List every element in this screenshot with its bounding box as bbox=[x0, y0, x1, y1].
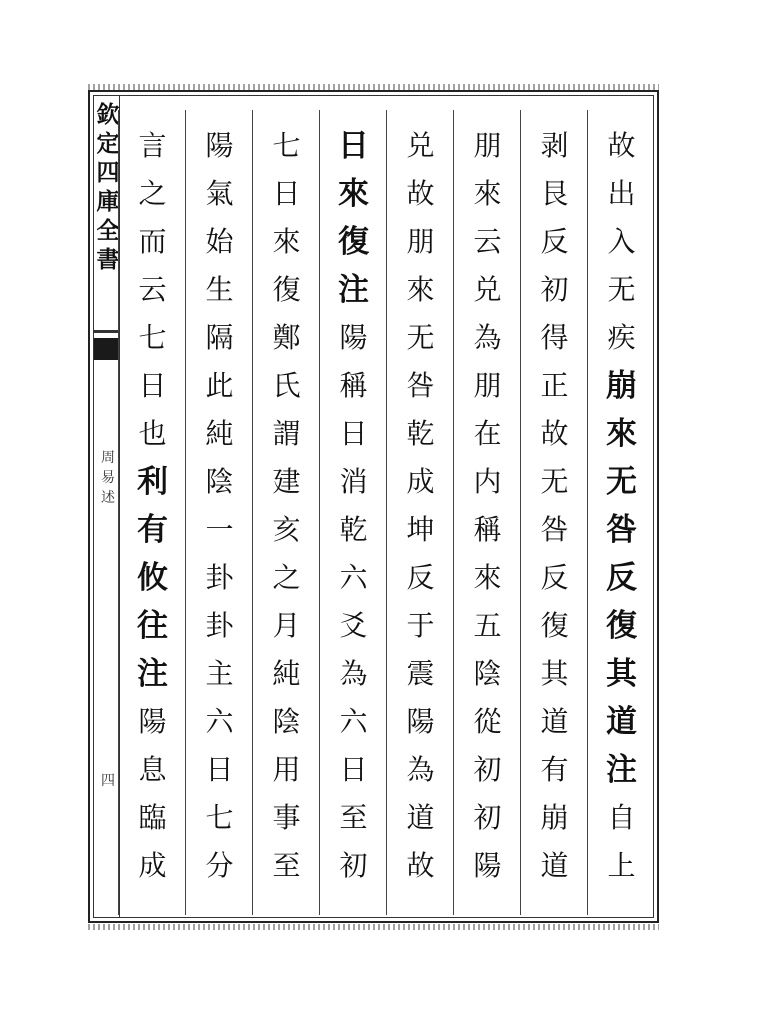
book-name-char: 易 bbox=[101, 470, 115, 486]
text-column-5 bbox=[319, 110, 386, 915]
commentary-char: 成 bbox=[406, 465, 435, 498]
commentary-char: 无 bbox=[540, 465, 569, 498]
commentary-char: 事 bbox=[272, 801, 301, 834]
commentary-char: 為 bbox=[406, 753, 435, 786]
commentary-char: 剥 bbox=[540, 129, 569, 162]
commentary-char: 六 bbox=[205, 705, 234, 738]
commentary-char: 陰 bbox=[205, 465, 234, 498]
text-column-1 bbox=[587, 110, 654, 915]
commentary-char: 正 bbox=[540, 369, 569, 402]
commentary-char: 坤 bbox=[406, 513, 435, 546]
text-column-4 bbox=[386, 110, 453, 915]
commentary-char: 其 bbox=[540, 657, 569, 690]
commentary-char: 而 bbox=[138, 225, 167, 258]
text-column-3 bbox=[453, 110, 520, 915]
commentary-char: 日 bbox=[339, 417, 368, 450]
main-text-char: 利 bbox=[137, 464, 168, 500]
commentary-char: 從 bbox=[473, 705, 502, 738]
commentary-char: 于 bbox=[406, 609, 435, 642]
commentary-char: 自 bbox=[607, 801, 636, 834]
commentary-char: 五 bbox=[473, 609, 502, 642]
commentary-char: 消 bbox=[339, 465, 368, 498]
commentary-char: 卦 bbox=[205, 609, 234, 642]
commentary-char: 故 bbox=[406, 177, 435, 210]
commentary-char: 咎 bbox=[540, 513, 569, 546]
gutter-title-char: 書 bbox=[96, 246, 120, 273]
commentary-char: 純 bbox=[205, 417, 234, 450]
commentary-char: 鄭 bbox=[272, 321, 301, 354]
main-text-char: 注 bbox=[338, 272, 369, 308]
commentary-char: 在 bbox=[473, 417, 502, 450]
commentary-char: 云 bbox=[138, 273, 167, 306]
commentary-char: 復 bbox=[540, 609, 569, 642]
main-text-char: 來 bbox=[606, 416, 637, 452]
commentary-char: 六 bbox=[339, 561, 368, 594]
commentary-char: 崩 bbox=[540, 801, 569, 834]
commentary-char: 入 bbox=[607, 225, 636, 258]
commentary-char: 來 bbox=[473, 177, 502, 210]
commentary-char: 陰 bbox=[272, 705, 301, 738]
fish-tail-mark bbox=[94, 338, 118, 360]
commentary-char: 為 bbox=[339, 657, 368, 690]
commentary-char: 氣 bbox=[205, 177, 234, 210]
commentary-char: 七 bbox=[272, 129, 301, 162]
commentary-char: 道 bbox=[540, 849, 569, 882]
commentary-char: 建 bbox=[272, 465, 301, 498]
text-column-2 bbox=[520, 110, 587, 915]
commentary-char: 陽 bbox=[406, 705, 435, 738]
commentary-char: 初 bbox=[473, 801, 502, 834]
commentary-char: 至 bbox=[272, 849, 301, 882]
commentary-char: 一 bbox=[205, 513, 234, 546]
commentary-char: 六 bbox=[339, 705, 368, 738]
book-name-char: 周 bbox=[101, 450, 115, 466]
fish-tail-line bbox=[94, 330, 118, 333]
commentary-char: 始 bbox=[205, 225, 234, 258]
commentary-char: 此 bbox=[205, 369, 234, 402]
commentary-char: 七 bbox=[205, 801, 234, 834]
main-text-char: 往 bbox=[137, 608, 168, 644]
commentary-char: 云 bbox=[473, 225, 502, 258]
commentary-char: 朋 bbox=[406, 225, 435, 258]
commentary-char: 亥 bbox=[272, 513, 301, 546]
commentary-char: 日 bbox=[205, 753, 234, 786]
commentary-char: 道 bbox=[406, 801, 435, 834]
commentary-char: 之 bbox=[272, 561, 301, 594]
commentary-char: 出 bbox=[607, 177, 636, 210]
commentary-char: 震 bbox=[406, 657, 435, 690]
book-name-char: 述 bbox=[101, 490, 115, 506]
commentary-char: 謂 bbox=[272, 417, 301, 450]
commentary-char: 反 bbox=[540, 225, 569, 258]
commentary-char: 故 bbox=[406, 849, 435, 882]
main-text-char: 攸 bbox=[137, 560, 168, 596]
text-column-8 bbox=[118, 110, 185, 915]
gutter-title-char: 欽 bbox=[96, 101, 120, 128]
commentary-char: 故 bbox=[540, 417, 569, 450]
commentary-char: 兑 bbox=[406, 129, 435, 162]
commentary-char: 至 bbox=[339, 801, 368, 834]
commentary-char: 陰 bbox=[473, 657, 502, 690]
commentary-char: 陽 bbox=[138, 705, 167, 738]
main-text-char: 有 bbox=[137, 512, 168, 548]
commentary-char: 分 bbox=[205, 849, 234, 882]
commentary-char: 氏 bbox=[272, 369, 301, 402]
commentary-char: 得 bbox=[540, 321, 569, 354]
main-text-char: 注 bbox=[606, 752, 637, 788]
text-column-6 bbox=[252, 110, 319, 915]
commentary-char: 无 bbox=[406, 321, 435, 354]
commentary-char: 言 bbox=[138, 129, 167, 162]
commentary-char: 主 bbox=[205, 657, 234, 690]
gutter-title-char: 定 bbox=[96, 130, 120, 157]
commentary-char: 來 bbox=[406, 273, 435, 306]
commentary-char: 生 bbox=[205, 273, 234, 306]
main-text-char: 來 bbox=[338, 176, 369, 212]
commentary-char: 初 bbox=[540, 273, 569, 306]
main-text-char: 其 bbox=[606, 656, 637, 692]
commentary-char: 復 bbox=[272, 273, 301, 306]
commentary-char: 純 bbox=[272, 657, 301, 690]
commentary-char: 七 bbox=[138, 321, 167, 354]
commentary-char: 兑 bbox=[473, 273, 502, 306]
gutter-title-char: 全 bbox=[96, 217, 120, 244]
commentary-char: 用 bbox=[272, 753, 301, 786]
commentary-char: 反 bbox=[406, 561, 435, 594]
main-text-char: 无 bbox=[606, 464, 637, 500]
commentary-char: 陽 bbox=[339, 321, 368, 354]
main-text-char: 道 bbox=[606, 704, 637, 740]
commentary-char: 卦 bbox=[205, 561, 234, 594]
commentary-char: 來 bbox=[272, 225, 301, 258]
commentary-char: 爻 bbox=[339, 609, 368, 642]
commentary-char: 息 bbox=[138, 753, 167, 786]
commentary-char: 隔 bbox=[205, 321, 234, 354]
main-text-char: 反 bbox=[606, 560, 637, 596]
commentary-char: 朋 bbox=[473, 369, 502, 402]
commentary-char: 上 bbox=[607, 849, 636, 882]
commentary-char: 乾 bbox=[406, 417, 435, 450]
commentary-char: 陽 bbox=[205, 129, 234, 162]
commentary-char: 内 bbox=[473, 465, 502, 498]
gutter-page-number: 四 bbox=[101, 773, 115, 789]
commentary-char: 初 bbox=[473, 753, 502, 786]
gutter-book-name bbox=[98, 448, 118, 508]
commentary-char: 日 bbox=[272, 177, 301, 210]
commentary-char: 乾 bbox=[339, 513, 368, 546]
commentary-char: 艮 bbox=[540, 177, 569, 210]
main-text-char: 崩 bbox=[606, 368, 637, 404]
commentary-char: 道 bbox=[540, 705, 569, 738]
commentary-char: 疾 bbox=[607, 321, 636, 354]
commentary-char: 月 bbox=[272, 609, 301, 642]
commentary-char: 日 bbox=[339, 753, 368, 786]
commentary-char: 无 bbox=[607, 273, 636, 306]
commentary-char: 稱 bbox=[473, 513, 502, 546]
commentary-char: 朋 bbox=[473, 129, 502, 162]
commentary-char: 來 bbox=[473, 561, 502, 594]
commentary-char: 初 bbox=[339, 849, 368, 882]
main-text-char: 日 bbox=[338, 128, 369, 164]
gutter-title-char: 庫 bbox=[96, 188, 120, 215]
commentary-char: 咎 bbox=[406, 369, 435, 402]
commentary-char: 稱 bbox=[339, 369, 368, 402]
gutter-series-title bbox=[96, 100, 120, 274]
commentary-char: 為 bbox=[473, 321, 502, 354]
commentary-char: 有 bbox=[540, 753, 569, 786]
commentary-char: 陽 bbox=[473, 849, 502, 882]
commentary-char: 臨 bbox=[138, 801, 167, 834]
frame-hatch-bottom bbox=[88, 924, 659, 930]
commentary-char: 故 bbox=[607, 129, 636, 162]
main-text-char: 注 bbox=[137, 656, 168, 692]
commentary-char: 之 bbox=[138, 177, 167, 210]
commentary-char: 成 bbox=[138, 849, 167, 882]
commentary-char: 也 bbox=[138, 417, 167, 450]
main-text-char: 復 bbox=[606, 608, 637, 644]
text-column-7 bbox=[185, 110, 252, 915]
main-text-char: 咎 bbox=[606, 512, 637, 548]
gutter-title-char: 四 bbox=[96, 159, 120, 186]
commentary-char: 反 bbox=[540, 561, 569, 594]
main-text-char: 復 bbox=[338, 224, 369, 260]
commentary-char: 日 bbox=[138, 369, 167, 402]
